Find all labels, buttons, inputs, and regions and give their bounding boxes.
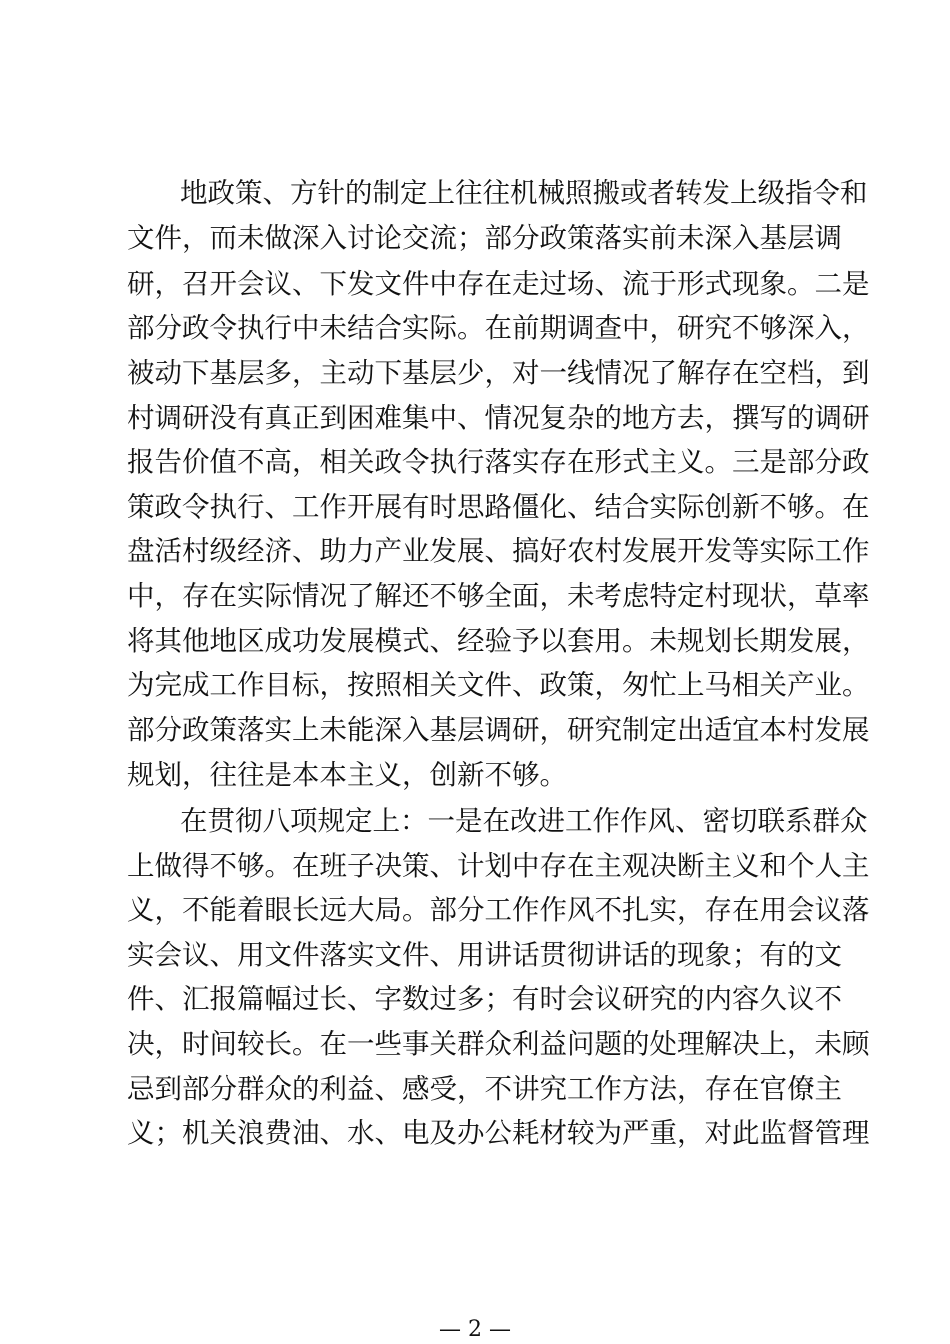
text-line: 地政策、方针的制定上往往机械照搬或者转发上级指令和	[180, 177, 868, 209]
text-line: 忌到部分群众的利益、感受，不讲究工作方法，存在官僚主	[127, 1073, 842, 1105]
text-line: 将其他地区成功发展模式、经验予以套用。未规划长期发展，	[127, 625, 870, 657]
text-line: 部分政令执行中未结合实际。在前期调查中，研究不够深入，	[127, 312, 870, 344]
text-line: 件、汇报篇幅过长、字数过多；有时会议研究的内容久议不	[127, 983, 842, 1015]
text-line: 被动下基层多，主动下基层少，对一线情况了解存在空档，到	[127, 357, 870, 389]
text-line: 在贯彻八项规定上：一是在改进工作作风、密切联系群众	[180, 805, 868, 837]
text-line: 报告价值不高，相关政令执行落实存在形式主义。三是部分政	[127, 446, 870, 478]
text-line: 文件，而未做深入讨论交流；部分政策落实前未深入基层调	[127, 222, 842, 254]
text-line: 村调研没有真正到困难集中、情况复杂的地方去，撰写的调研	[127, 402, 870, 434]
text-line: 实会议、用文件落实文件、用讲话贯彻讲话的现象；有的文	[127, 939, 842, 971]
text-line: 规划，往往是本本主义，创新不够。	[127, 759, 567, 791]
text-line: 部分政策落实上未能深入基层调研，研究制定出适宜本村发展	[127, 714, 870, 746]
text-line: 决，时间较长。在一些事关群众利益问题的处理解决上，未顾	[127, 1028, 870, 1060]
text-line: 为完成工作目标，按照相关文件、政策，匆忙上马相关产业。	[127, 669, 870, 701]
text-line: 义；机关浪费油、水、电及办公耗材较为严重，对此监督管理	[127, 1117, 870, 1149]
text-line: 中，存在实际情况了解还不够全面，未考虑特定村现状，草率	[127, 580, 870, 612]
text-line: 研，召开会议、下发文件中存在走过场、流于形式现象。二是	[127, 268, 870, 300]
text-line: 策政令执行、工作开展有时思路僵化、结合实际创新不够。在	[127, 491, 870, 523]
page-number: — 2 —	[439, 1317, 511, 1342]
text-line: 上做得不够。在班子决策、计划中存在主观决断主义和个人主	[127, 850, 870, 882]
text-line: 盘活村级经济、助力产业发展、搞好农村发展开发等实际工作	[127, 535, 870, 567]
text-line: 义，不能着眼长远大局。部分工作作风不扎实，存在用会议落	[127, 894, 870, 926]
